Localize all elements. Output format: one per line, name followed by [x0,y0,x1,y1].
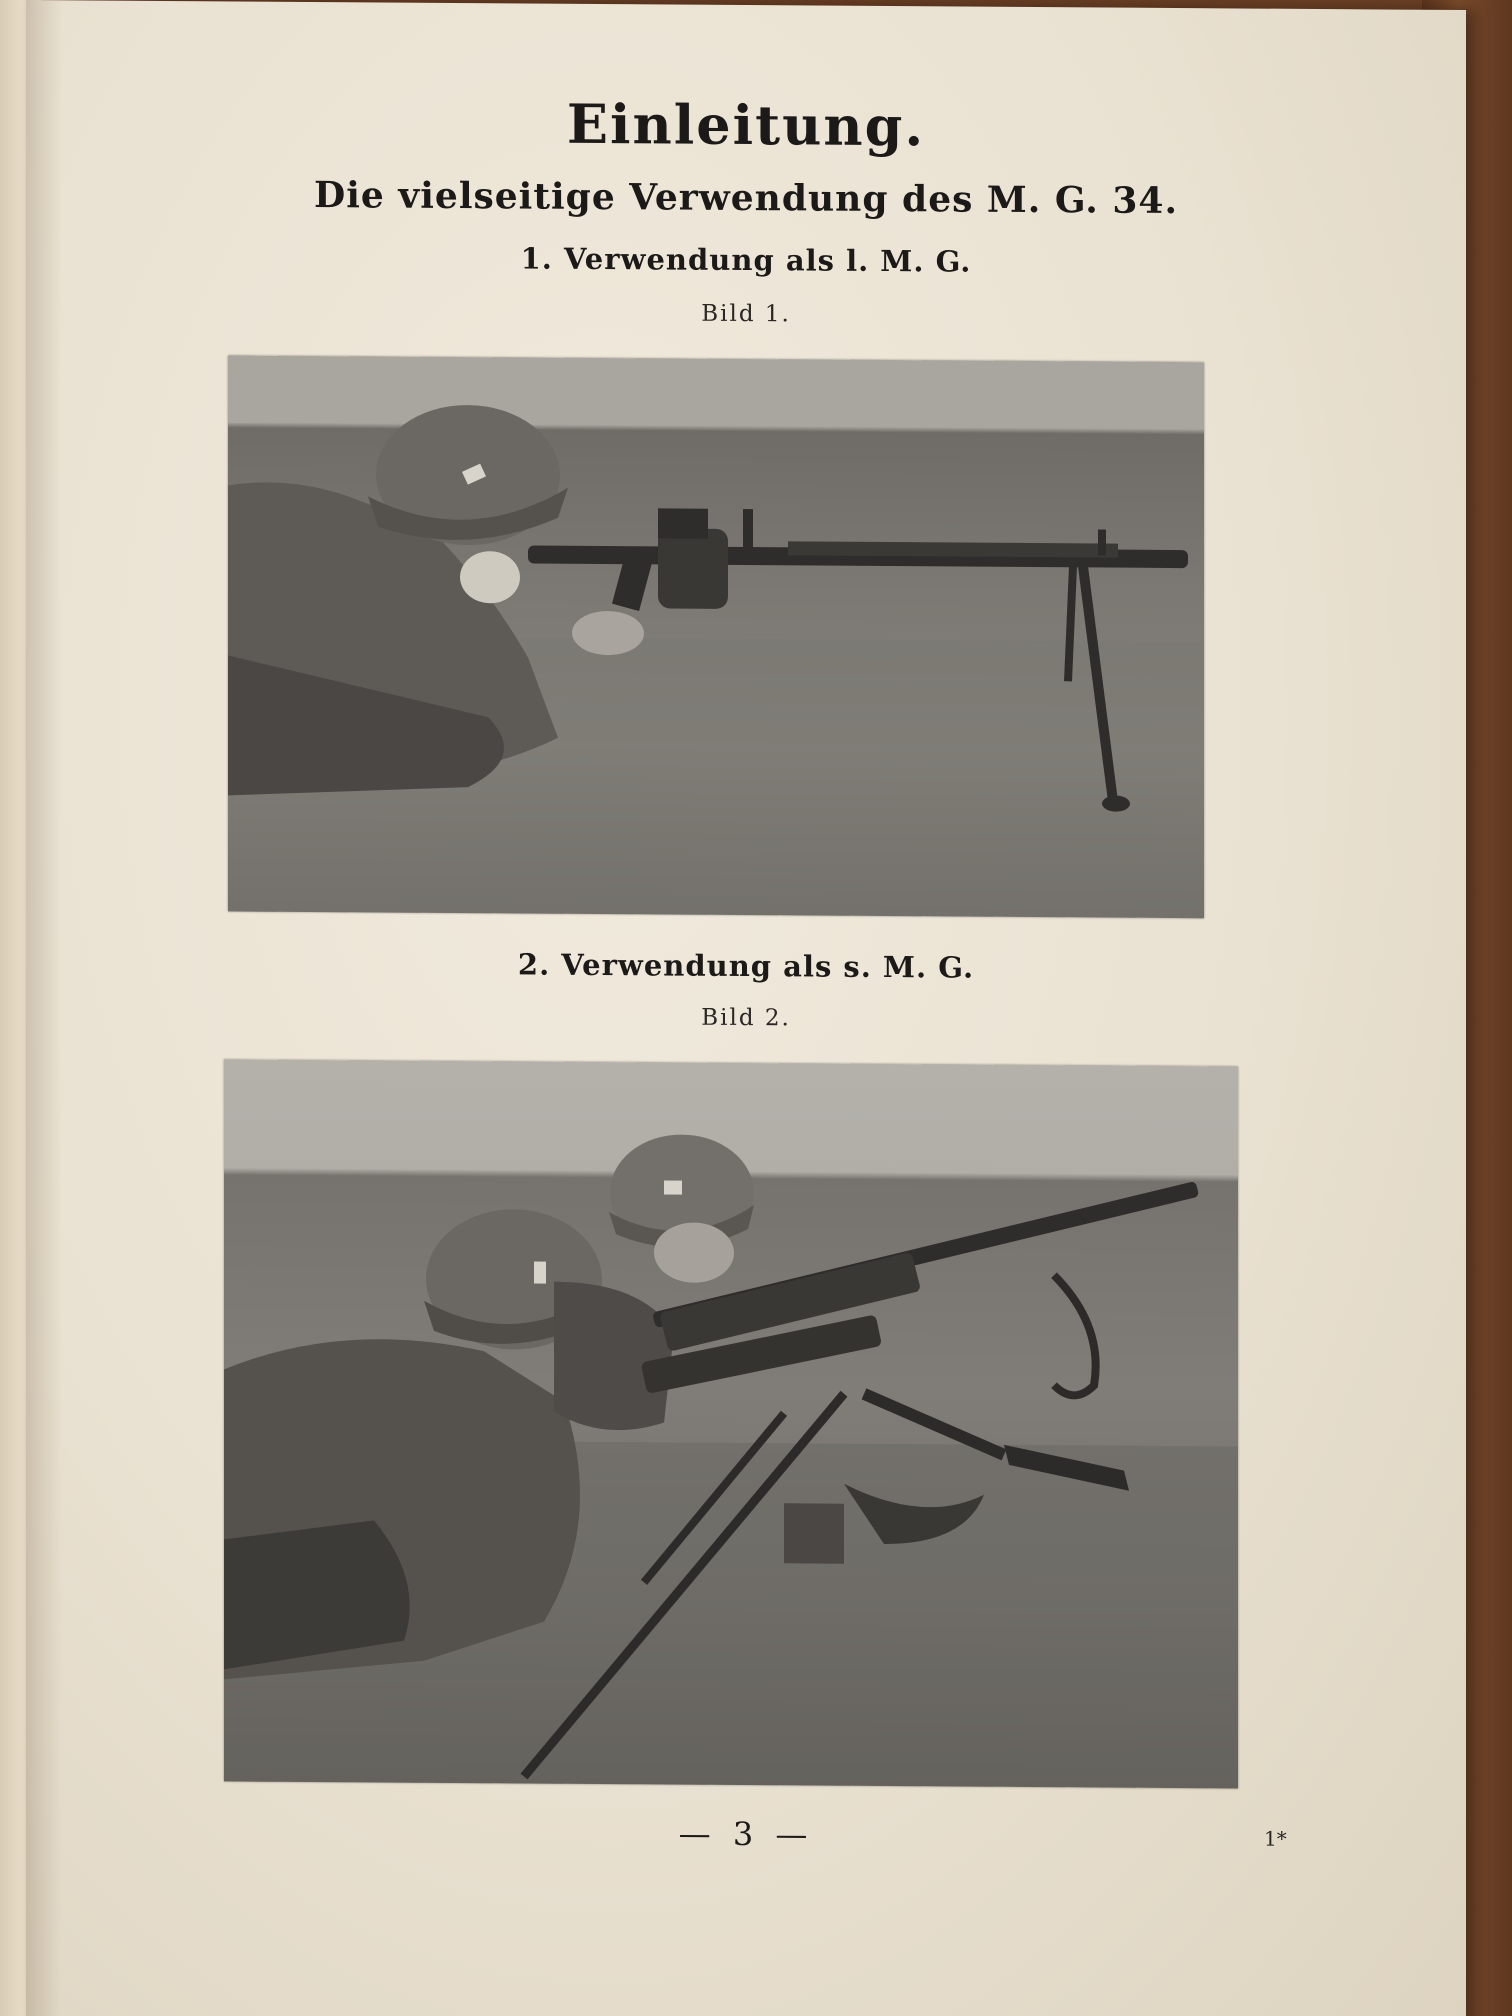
photo-2-illustration [224,1059,1238,1788]
page-number: — 3 — [678,1814,814,1854]
signature-mark: 1* [1264,1826,1287,1851]
photo-1-illustration [228,355,1204,918]
page-subtitle: Die vielseitige Verwendung des M. G. 34. [313,174,1178,223]
page-title: Einleitung. [566,91,926,159]
book-page [26,0,1466,2016]
photo-light-machine-gun [228,355,1204,918]
figure-caption-2: Bild 2. [701,1004,791,1032]
photo-heavy-machine-gun [224,1059,1238,1788]
section-heading-2: 2. Verwendung als s. M. G. [517,947,975,985]
section-heading-1: 1. Verwendung als l. M. G. [520,241,972,279]
figure-caption-1: Bild 1. [701,300,791,328]
